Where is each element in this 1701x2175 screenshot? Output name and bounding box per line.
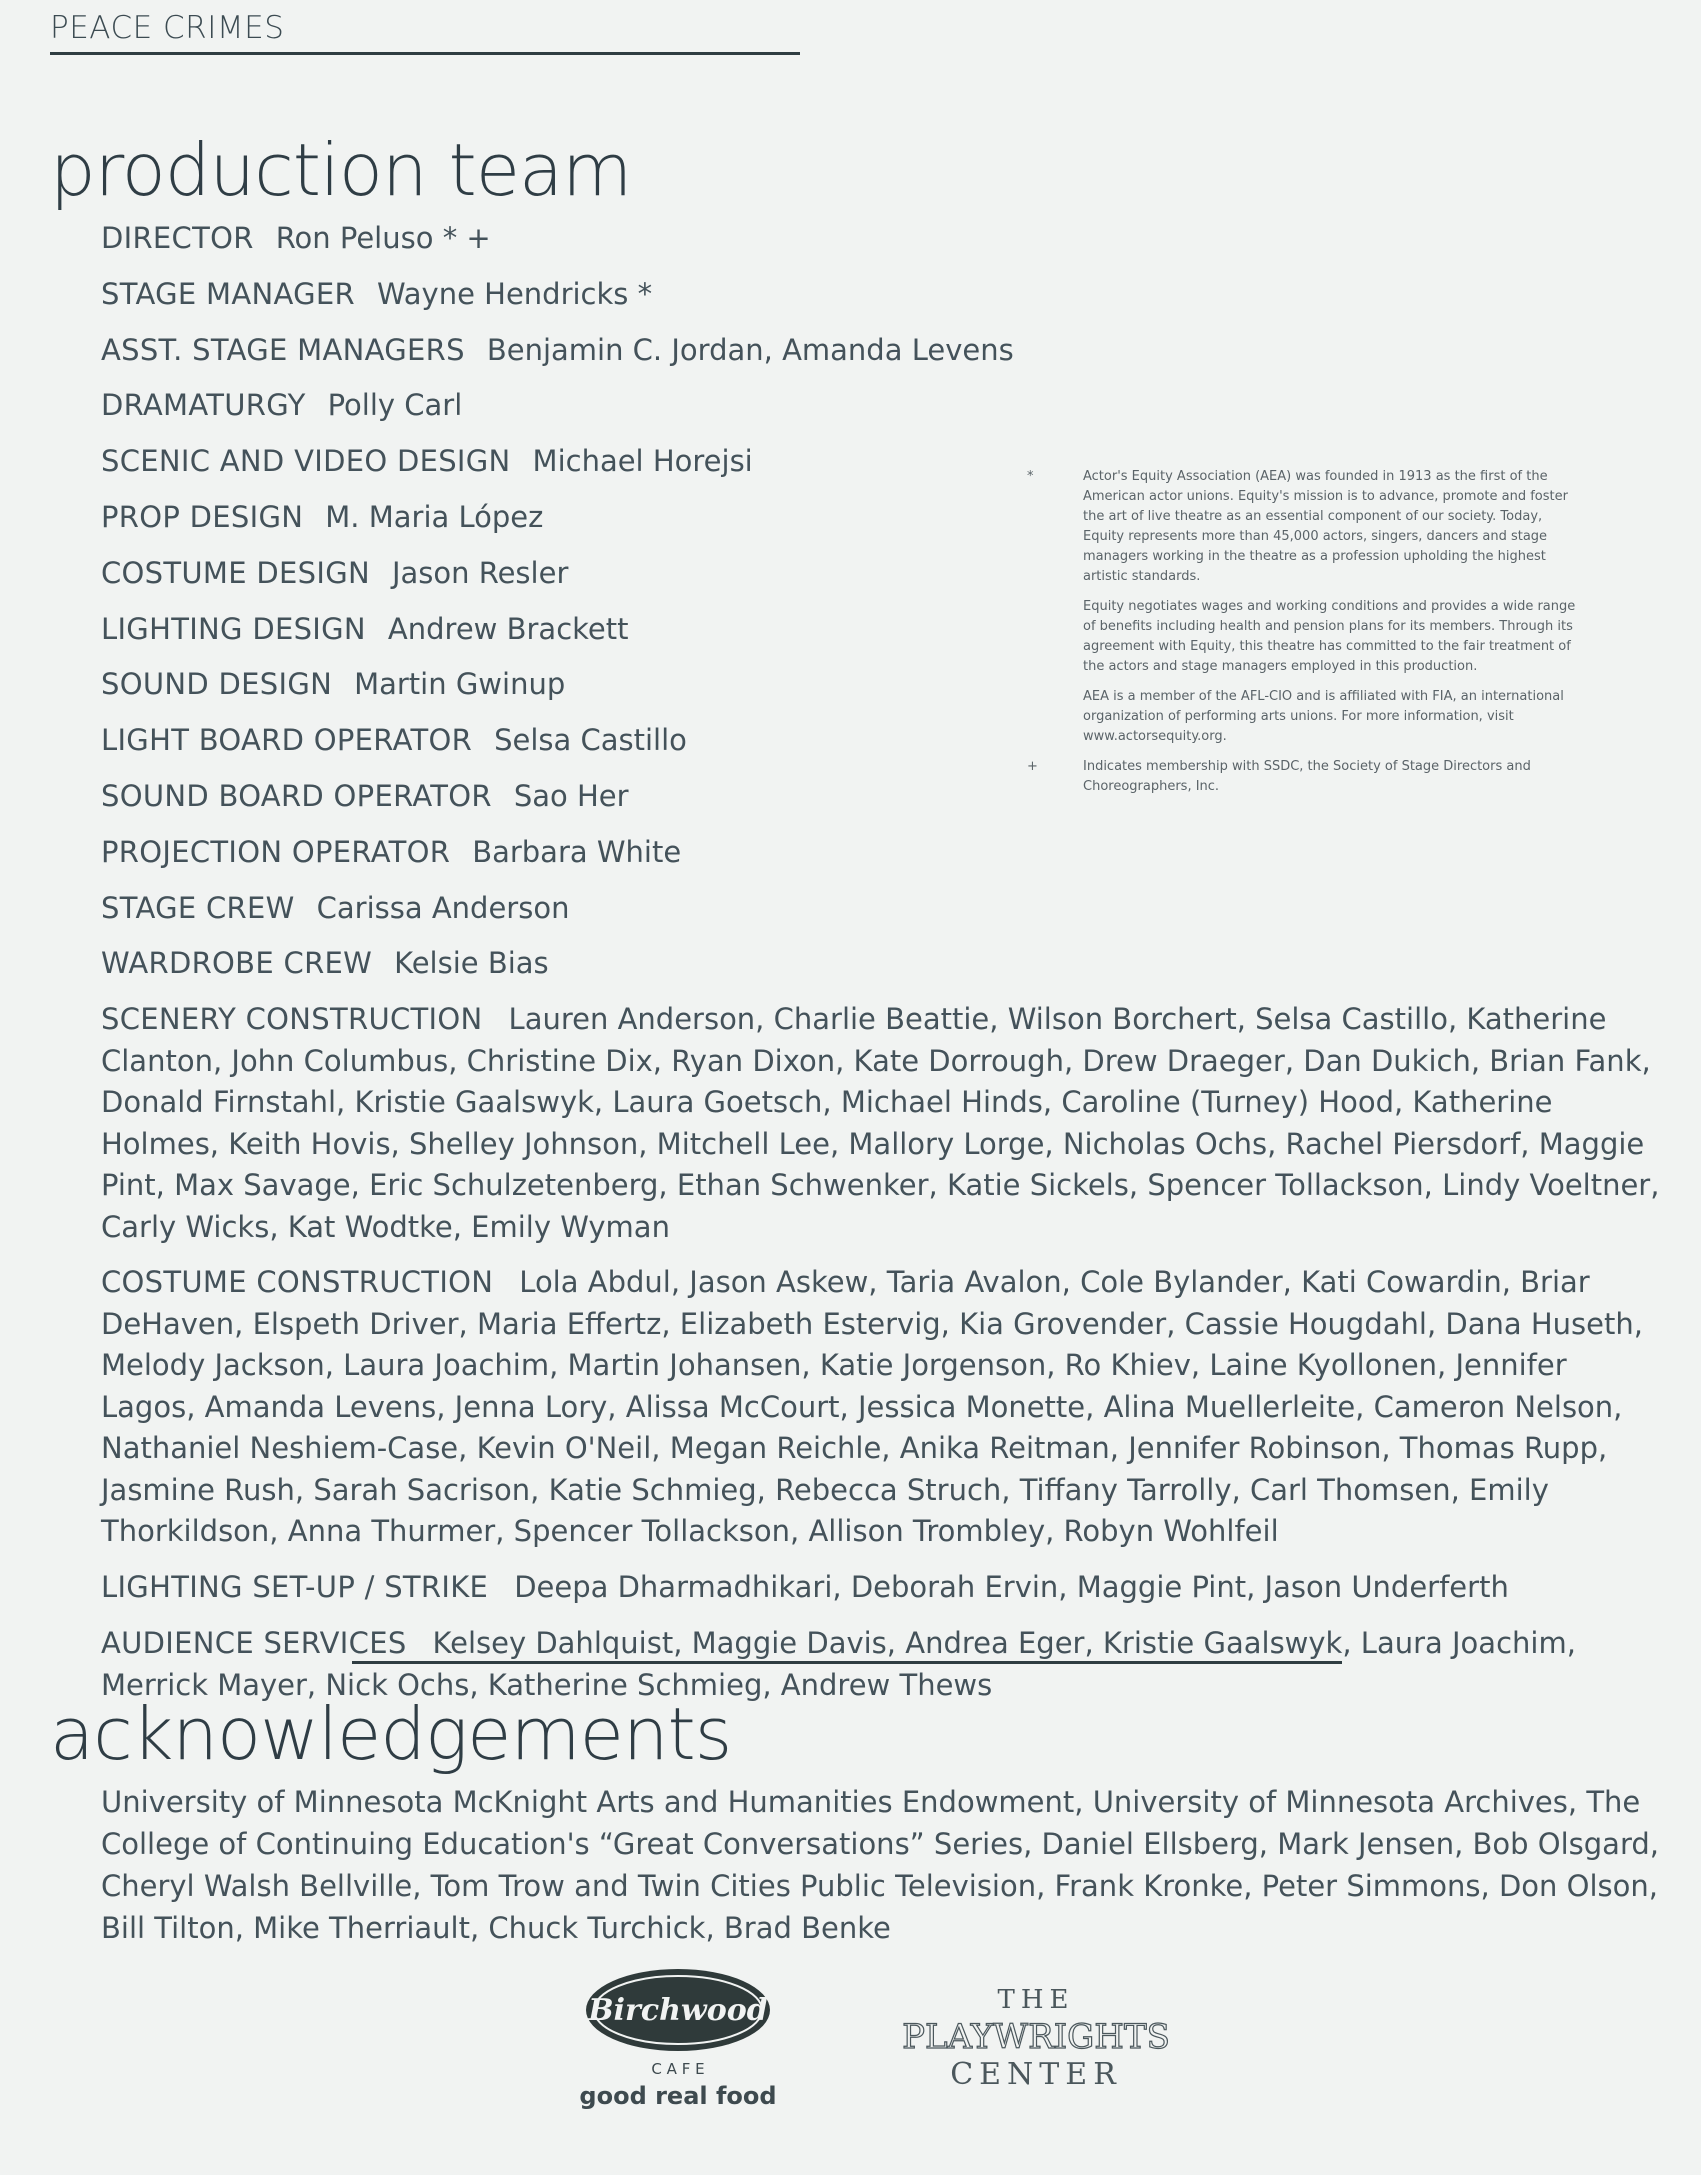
role-label: LIGHTING SET-UP / STRIKE	[101, 1570, 489, 1605]
role-names: Michael Horejsi	[532, 444, 753, 479]
role-names: Carissa Anderson	[316, 890, 570, 925]
role-label: ASST. STAGE MANAGERS	[101, 332, 465, 367]
role-stage-crew	[101, 888, 1661, 930]
role-label: SCENIC AND VIDEO DESIGN	[101, 444, 511, 479]
role-names: Sao Her	[513, 778, 629, 813]
playwrights-center-logo	[896, 1978, 1176, 2098]
role-names: M. Maria López	[325, 499, 544, 534]
birchwood-name: Birchwood	[588, 1993, 768, 2028]
role-lighting-setup-strike	[101, 1567, 1661, 1609]
asterisk-mark: *	[1027, 469, 1034, 484]
equity-note	[1023, 467, 1583, 747]
role-label: STAGE CREW	[101, 890, 295, 925]
program-header-title: PEACE CRIMES	[50, 10, 285, 46]
role-label: LIGHT BOARD OPERATOR	[101, 723, 473, 758]
pwc-playwrights: PLAYWRIGHTS	[902, 2017, 1170, 2057]
birchwood-cafe-label: C A F E	[651, 2060, 705, 2078]
role-label: PROJECTION OPERATOR	[101, 834, 451, 869]
role-scenery-construction	[101, 999, 1661, 1248]
role-label: COSTUME CONSTRUCTION	[101, 1265, 494, 1300]
plus-mark: +	[1027, 759, 1038, 774]
equity-paragraph: Actor's Equity Association (AEA) was founded in 1913 as the first of the American actor unions. Equity's mission is to advance, promote and foster the art of live theatre as an essential component of our society. Today, Equity represents more than 45,000 actors, singers, dancers and stage managers working in the theatre as a profession upholding the highest artistic standards.	[1083, 469, 1568, 584]
role-wardrobe-crew	[101, 943, 1661, 985]
role-label: PROP DESIGN	[101, 499, 304, 534]
production-team-list	[101, 218, 1661, 1720]
role-names: Benjamin C. Jordan, Amanda Levens	[486, 332, 1014, 367]
role-names: Selsa Castillo	[494, 723, 687, 758]
role-stage-manager	[101, 274, 1661, 316]
role-label: LIGHTING DESIGN	[101, 611, 366, 646]
pwc-center: CENTER	[950, 2057, 1122, 2092]
ssdc-note	[1023, 757, 1583, 797]
role-projection-operator	[101, 832, 1661, 874]
role-names: Lauren Anderson, Charlie Beattie, Wilson Borchert, Selsa Castillo, Katherine Clanton, John Columbus, Christine Dix, Ryan Dixon, Kate Dorrough, Drew Draeger, Dan Dukich, Brian Fank, Donald Firnstahl, Kristie Gaalswyk, Laura Goetsch, Michael Hinds, Caroline (Turney) Hood, Katherine Holmes, Keith Hovis, Shelley Johnson, Mitchell Lee, Mallory Lorge, Nicholas Ochs, Rachel Piersdorf, Maggie Pint, Max Savage, Eric Schulzetenberg, Ethan Schwenker, Katie Sickels, Spencer Tollackson, Lindy Voeltner, Carly Wicks, Kat Wodtke, Emily Wyman	[101, 1002, 1660, 1244]
role-names: Martin Gwinup	[354, 667, 566, 702]
role-label: AUDIENCE SERVICES	[101, 1626, 407, 1661]
birchwood-tagline: good real food	[579, 2082, 777, 2110]
role-label: COSTUME DESIGN	[101, 555, 370, 590]
role-label: WARDROBE CREW	[101, 946, 373, 981]
equity-paragraph: AEA is a member of the AFL-CIO and is affiliated with FIA, an international organization of performing arts unions. For more information, visit www.actorsequity.org.	[1083, 689, 1564, 744]
acknowledgements-text: University of Minnesota McKnight Arts and Humanities Endowment, University of Minnesota Archives, The College of Continuing Education's “Great Conversations” Series, Daniel Ellsberg, Mark Jensen, Bob Olsgard, Cheryl Walsh Bellville, Tom Trow and Twin Cities Public Television, Frank Kronke, Peter Simmons, Don Olson, Bill Tilton, Mike Therriault, Chuck Turchick, Brad Benke	[101, 1785, 1659, 1945]
birchwood-cafe-logo	[578, 1962, 778, 2122]
equity-paragraph: Equity negotiates wages and working conditions and provides a wide range of benefits including health and pension plans for its members. Through its agreement with Equity, this theatre has committed to the fair treatment of the actors and stage managers employed in this production.	[1083, 599, 1576, 674]
role-costume-construction	[101, 1262, 1661, 1553]
role-label: DRAMATURGY	[101, 388, 306, 423]
role-names: Barbara White	[472, 834, 682, 869]
role-names: Ron Peluso * +	[275, 221, 491, 255]
role-names: Kelsey Dahlquist, Maggie Davis, Andrea Eger, Kristie Gaalswyk, Laura Joachim, Merrick Mayer, Nick Ochs, Katherine Schmieg, Andrew Thews	[101, 1626, 1576, 1702]
role-label: SOUND DESIGN	[101, 667, 333, 702]
pwc-the: THE	[997, 1985, 1075, 2015]
role-names: Polly Carl	[327, 388, 463, 423]
role-label: DIRECTOR	[101, 221, 254, 255]
role-names: Kelsie Bias	[394, 946, 549, 981]
role-names: Jason Resler	[391, 555, 569, 590]
role-names: Wayne Hendricks *	[376, 276, 653, 311]
section-divider	[352, 1661, 1342, 1664]
union-notes	[1023, 467, 1583, 807]
role-names: Andrew Brackett	[387, 611, 629, 646]
ssdc-text: Indicates membership with SSDC, the Society of Stage Directors and Choreographers, Inc.	[1083, 759, 1531, 794]
role-director	[101, 218, 1661, 260]
role-label: SCENERY CONSTRUCTION	[101, 1002, 483, 1037]
role-asst-stage-managers	[101, 330, 1661, 372]
production-team-heading: production team	[50, 128, 632, 212]
role-label: SOUND BOARD OPERATOR	[101, 778, 492, 813]
acknowledgements-heading: acknowledgements	[50, 1692, 732, 1776]
role-label: STAGE MANAGER	[101, 276, 355, 311]
role-dramaturgy	[101, 385, 1661, 427]
header-rule	[50, 52, 800, 55]
role-names: Lola Abdul, Jason Askew, Taria Avalon, Cole Bylander, Kati Cowardin, Briar DeHaven, Elspeth Driver, Maria Effertz, Elizabeth Estervig, Kia Grovender, Cassie Hougdahl, Dana Huseth, Melody Jackson, Laura Joachim, Martin Johansen, Katie Jorgenson, Ro Khiev, Laine Kyollonen, Jennifer Lagos, Amanda Levens, Jenna Lory, Alissa McCourt, Jessica Monette, Alina Muellerleite, Cameron Nelson, Nathaniel Neshiem-Case, Kevin O'Neil, Megan Reichle, Anika Reitman, Jennifer Robinson, Thomas Rupp, Jasmine Rush, Sarah Sacrison, Katie Schmieg, Rebecca Struch, Tiffany Tarrolly, Carl Thomsen, Emily Thorkildson, Anna Thurmer, Spencer Tollackson, Allison Trombley, Robyn Wohlfeil	[101, 1265, 1643, 1549]
role-names: Deepa Dharmadhikari, Deborah Ervin, Maggie Pint, Jason Underferth	[514, 1570, 1509, 1605]
